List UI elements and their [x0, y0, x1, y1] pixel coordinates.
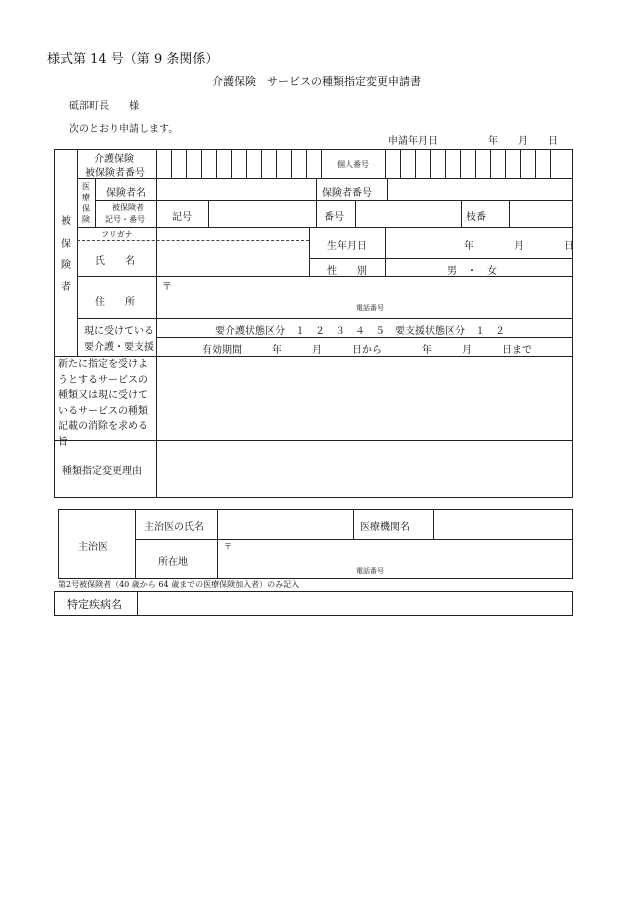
side-char: 険 [61, 260, 71, 271]
medical-char: 保 [82, 204, 90, 213]
doctor-name-label: 主治医の氏名 [144, 522, 204, 533]
side-char: 被 [61, 216, 71, 227]
form-number: 様式第 14 号（第 9 条関係） [47, 52, 219, 67]
specific-disease-label: 特定疾病名 [67, 598, 122, 611]
doctor-phone-label: 電話番号 [356, 567, 384, 575]
side-char: 保 [61, 239, 71, 250]
location-label: 所在地 [158, 557, 188, 568]
name-label: 氏 名 [95, 256, 135, 267]
symbol-label: 記号 [172, 212, 192, 223]
number-label: 番号 [324, 212, 344, 223]
insured-number-label-1: 介護保険 [94, 154, 134, 165]
insurer-name-label: 保険者名 [106, 188, 146, 199]
insured-number-label-2: 被保険者番号 [85, 168, 145, 179]
sex-value: 男 ・ 女 [447, 266, 497, 277]
addressee: 砥部町長 様 [69, 101, 139, 112]
care-label-2: 要介護・要支援 [84, 342, 154, 353]
doctor-label: 主治医 [78, 542, 108, 553]
validity-line: 有効期間 年 月 日から 年 月 日まで [202, 345, 532, 356]
service-request-label: 新たに指定を受けようとするサービスの種類又は現に受けているサービスの種類記載の消除を求める旨 [58, 359, 148, 448]
institution-label: 医療機関名 [360, 522, 410, 533]
birth-value: 年 月 日 [464, 241, 574, 252]
care-label-1: 現に受けている [84, 326, 154, 337]
side-char: 者 [61, 282, 71, 293]
page-title: 介護保険 サービスの種類指定変更申請書 [212, 75, 421, 88]
branch-label: 枝番 [466, 212, 486, 223]
intro-text: 次のとおり申請します。 [69, 124, 179, 135]
symbol-number-label-2: 記号・番号 [105, 215, 145, 224]
individual-number-label: 個人番号 [337, 160, 369, 169]
change-reason-label: 種類指定変更理由 [62, 466, 142, 477]
doctor-postal-mark: 〒 [224, 542, 232, 551]
sex-label: 性 別 [327, 266, 367, 277]
application-date: 申請年月日 年 月 日 [388, 136, 558, 147]
phone-label: 電話番号 [356, 304, 384, 312]
postal-mark: 〒 [162, 282, 172, 293]
second-insured-note: 第2号被保険者（40 歳から 64 歳までの医療保険加入者）のみ記入 [58, 580, 300, 589]
symbol-number-label-1: 被保険者 [112, 203, 144, 212]
insurer-number-label: 保険者番号 [322, 188, 372, 199]
medical-char: 険 [82, 215, 90, 224]
address-label: 住 所 [95, 297, 135, 308]
medical-char: 療 [82, 193, 90, 202]
furigana-label: フリガナ [101, 230, 133, 239]
medical-char: 医 [82, 182, 90, 191]
birth-label: 生年月日 [327, 241, 367, 252]
care-level-line: 要介護状態区分 １ ２ ３ ４ ５ 要支援状態区分 １ ２ [215, 326, 505, 337]
